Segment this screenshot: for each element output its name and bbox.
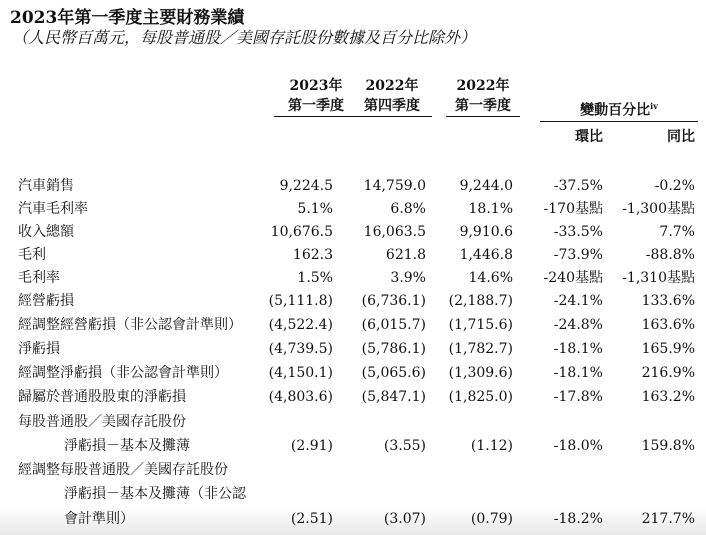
cell-q1-2023: (2.91)	[290, 438, 333, 454]
table-row	[0, 243, 706, 267]
row-label: 淨虧損－基本及攤薄	[64, 438, 190, 454]
cell-q1-2023: (4,522.4)	[268, 317, 333, 333]
cell-q1-2023: (4,803.6)	[268, 389, 333, 405]
header-qoq: 環比	[575, 129, 603, 145]
cell-q1-2022: 18.1%	[468, 201, 513, 217]
row-label: 毛利率	[18, 270, 60, 286]
cell-q1-2023: 1.5%	[297, 270, 333, 286]
cell-yoy: 217.7%	[641, 511, 695, 527]
header-q1-2023-quarter: 第一季度	[274, 96, 358, 117]
row-label: 淨虧損	[18, 341, 60, 357]
header-change-text: 變動百分比	[580, 102, 651, 119]
cell-yoy: 133.6%	[641, 293, 695, 309]
row-label: 收入總額	[18, 224, 74, 240]
cell-q4-2022: 6.8%	[390, 201, 426, 217]
cell-q4-2022: (3.55)	[383, 438, 426, 454]
cell-q4-2022: (6,015.7)	[361, 317, 426, 333]
row-label: 會計準則）	[64, 511, 134, 527]
row-label: 歸屬於普通股股東的淨虧損	[18, 389, 186, 405]
adj-eps-row-label-1	[0, 458, 706, 482]
cell-q1-2022: (1,715.6)	[448, 317, 513, 333]
cell-q1-2023: (4,150.1)	[268, 365, 333, 381]
cell-qoq: -24.1%	[553, 293, 603, 309]
header-yoy: 同比	[667, 129, 695, 145]
cell-yoy: -1,300基點	[622, 201, 695, 217]
header-q4-2022-year: 2022年	[365, 78, 419, 94]
page-subtitle: （人民幣百萬元，每股普通股／美國存託股份數據及百分比除外）	[12, 28, 477, 47]
row-label: 汽車銷售	[18, 178, 74, 194]
cell-qoq: -24.8%	[553, 317, 603, 333]
cell-q1-2023: 9,224.5	[279, 178, 333, 194]
eps-row-label-1	[0, 410, 706, 434]
adj-eps-row	[0, 507, 706, 531]
table-row	[0, 361, 706, 385]
cell-qoq: -33.5%	[553, 224, 603, 240]
cell-q4-2022: (5,847.1)	[361, 389, 426, 405]
row-label: 每股普通股／美國存託股份	[18, 414, 186, 430]
header-q1-2023-year: 2023年	[289, 78, 343, 94]
table-row	[0, 385, 706, 409]
table-row	[0, 220, 706, 244]
row-label: 經營虧損	[18, 293, 74, 309]
cell-q1-2023: (2.51)	[290, 511, 333, 527]
row-label: 經調整淨虧損（非公認會計準則）	[18, 365, 228, 381]
cell-q1-2022: (1.12)	[470, 438, 513, 454]
cell-q4-2022: 621.8	[385, 247, 426, 263]
cell-qoq: -37.5%	[553, 178, 603, 194]
cell-yoy: 163.2%	[641, 389, 695, 405]
cell-yoy: -0.2%	[654, 178, 695, 194]
cell-q1-2022: 9,244.0	[459, 178, 513, 194]
cell-yoy: 216.9%	[641, 365, 695, 381]
cell-qoq: -18.0%	[553, 438, 603, 454]
header-change-note: iv	[650, 101, 658, 111]
cell-q4-2022: 16,063.5	[363, 224, 426, 240]
table-row	[0, 174, 706, 198]
row-label: 汽車毛利率	[18, 201, 88, 217]
page-title: 2023年第一季度主要財務業績	[10, 8, 245, 28]
eps-row	[0, 434, 706, 458]
header-q4-2022	[352, 76, 432, 117]
cell-qoq: -18.1%	[553, 341, 603, 357]
header-q1-2023	[274, 76, 358, 117]
cell-q1-2022: 1,446.8	[459, 247, 513, 263]
row-label: 經調整經營虧損（非公認會計準則）	[18, 317, 242, 333]
cell-qoq: -240基點	[543, 270, 603, 286]
table-row	[0, 266, 706, 290]
cell-q4-2022: (5,786.1)	[361, 341, 426, 357]
cell-qoq: -18.1%	[553, 365, 603, 381]
cell-q1-2023: 5.1%	[297, 201, 333, 217]
table-row	[0, 289, 706, 313]
cell-q1-2023: 10,676.5	[270, 224, 333, 240]
cell-q4-2022: 3.9%	[390, 270, 426, 286]
cell-q1-2022: 9,910.6	[459, 224, 513, 240]
cell-qoq: -73.9%	[553, 247, 603, 263]
table-row	[0, 337, 706, 361]
row-label: 毛利	[18, 247, 46, 263]
cell-yoy: 7.7%	[659, 224, 695, 240]
cell-q1-2022: 14.6%	[468, 270, 513, 286]
cell-q1-2022: (2,188.7)	[448, 293, 513, 309]
cell-q4-2022: 14,759.0	[363, 178, 426, 194]
cell-q4-2022: (6,736.1)	[361, 293, 426, 309]
cell-q1-2023: 162.3	[292, 247, 333, 263]
cell-qoq: -17.8%	[553, 389, 603, 405]
cell-q1-2022: (1,782.7)	[448, 341, 513, 357]
header-q1-2022-year: 2022年	[456, 78, 510, 94]
cell-yoy: 165.9%	[641, 341, 695, 357]
cell-q4-2022: (5,065.6)	[361, 365, 426, 381]
cell-qoq: -170基點	[543, 201, 603, 217]
row-label: 經調整每股普通股／美國存託股份	[18, 462, 228, 478]
cell-q1-2022: (1,825.0)	[448, 389, 513, 405]
cell-yoy: -1,310基點	[622, 270, 695, 286]
adj-eps-row-label-2	[0, 482, 706, 506]
cell-q1-2022: (0.79)	[470, 511, 513, 527]
cell-yoy: 163.6%	[641, 317, 695, 333]
header-q4-2022-quarter: 第四季度	[352, 96, 432, 117]
row-label: 淨虧損－基本及攤薄（非公認	[64, 486, 246, 502]
cell-qoq: -18.2%	[553, 511, 603, 527]
table-row	[0, 313, 706, 337]
cell-q4-2022: (3.07)	[383, 511, 426, 527]
cell-q1-2022: (1,309.6)	[448, 365, 513, 381]
header-q1-2022-quarter: 第一季度	[446, 96, 520, 117]
header-q1-2022	[446, 76, 520, 117]
cell-yoy: 159.8%	[641, 438, 695, 454]
table-row	[0, 197, 706, 221]
cell-q1-2023: (4,739.5)	[268, 341, 333, 357]
header-change	[540, 96, 698, 122]
cell-q1-2023: (5,111.8)	[268, 293, 333, 309]
cell-yoy: -88.8%	[645, 247, 695, 263]
header-change-label	[540, 96, 698, 122]
